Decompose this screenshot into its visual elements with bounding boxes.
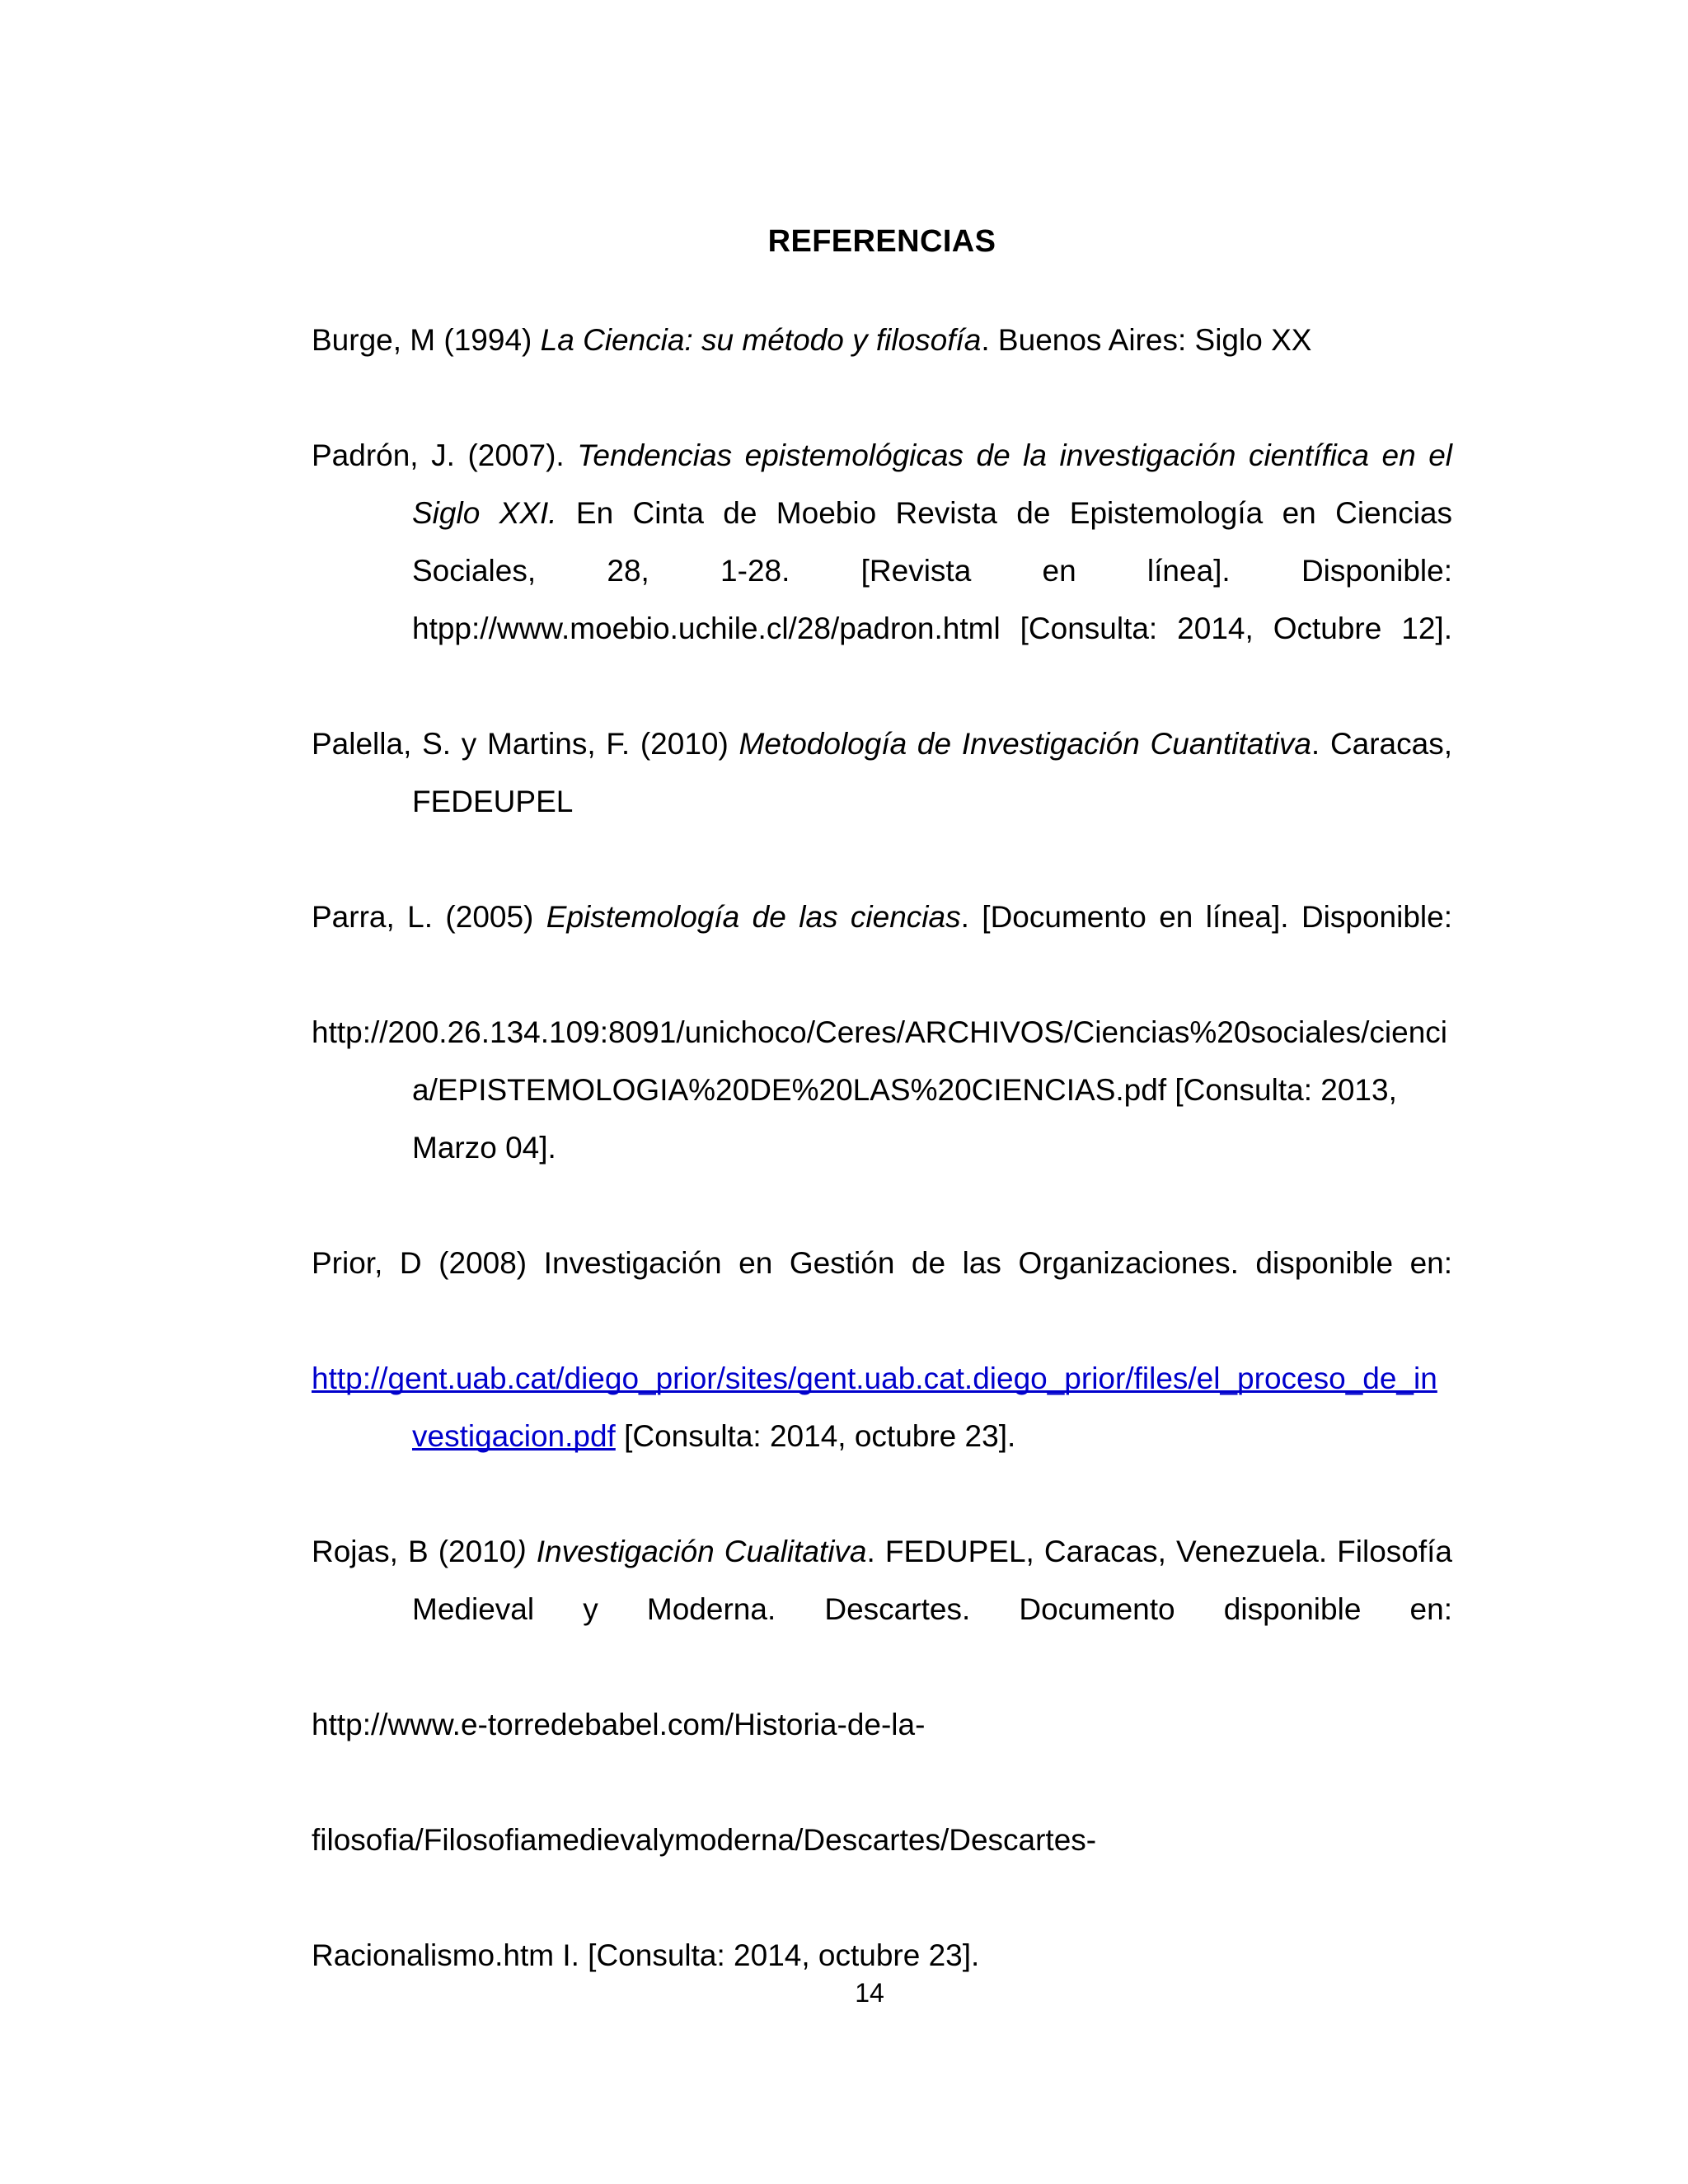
reference-entry-parra [312, 888, 1452, 1004]
reference-title-italic: Epistemología de las ciencias [546, 899, 961, 934]
reference-url-part: http://www.e-torredebabel.com/Historia-de-la- [312, 1707, 926, 1741]
reference-entry-rojas [312, 1523, 1452, 1696]
reference-author-year: Palella, S. y Martins, F. (2010) [312, 726, 739, 761]
reference-author-year: Parra, L. (2005) [312, 899, 546, 934]
reference-author-year: Padrón, J. (2007). [312, 438, 578, 472]
reference-title-italic: La Ciencia: su método y filosofía [540, 322, 982, 357]
references-list [312, 260, 1452, 2042]
reference-url-parra [312, 1004, 1452, 1235]
reference-rest: En Cinta de Moebio Revista de Epistemología en Ciencias Sociales, 28, 1-28. [Revista en línea]. Disponible: htpp://www.moebio.uchile.cl/28/padron.html [Consulta: 2014, Octubre 12]. [412, 495, 1452, 645]
reference-consulta: [Consulta: 2014, octubre 23]. [615, 1418, 1016, 1453]
reference-consulta: [Consulta: 2013, Marzo 04]. [412, 1072, 1397, 1165]
reference-url-rojas-line-1 [312, 1696, 1452, 1811]
reference-entry-burge [312, 312, 1452, 427]
reference-title-italic: Tendencias epistemológicas de la investigación científica en el Siglo XXI. [412, 438, 1452, 530]
document-content [312, 0, 1452, 2042]
page-number: 14 [855, 1978, 884, 2008]
reference-author-year: Rojas, B (2010 [312, 1534, 517, 1568]
reference-link-prior [312, 1350, 1452, 1523]
reference-entry-palella-martins [312, 715, 1452, 888]
reference-rest: . [Documento en línea]. Disponible: [960, 899, 1453, 934]
reference-entry-padron [312, 427, 1452, 715]
reference-rest: . Buenos Aires: Siglo XX [981, 322, 1312, 357]
reference-rest: . Caracas, FEDEUPEL [412, 726, 1452, 818]
reference-author-year: Prior, D (2008) Investigación en Gestión de las Organizaciones. disponible en: [312, 1245, 1452, 1280]
page-title: REFERENCIAS [767, 224, 996, 259]
reference-url: http://200.26.134.109:8091/unichoco/Ceres/ARCHIVOS/Ciencias%20sociales/ciencia/EPISTEMOLOGIA%20DE%20LAS%20CIENCIAS.pdf [312, 1015, 1448, 1107]
reference-title-italic: Metodología de Investigación Cuantitativa [738, 726, 1311, 761]
reference-url-rojas-line-2 [312, 1811, 1452, 1927]
reference-hyperlink[interactable]: http://gent.uab.cat/diego_prior/sites/gent.uab.cat.diego_prior/files/el_proceso_de_investigacion.pdf [312, 1361, 1437, 1453]
reference-rest: . FEDUPEL, Caracas, Venezuela. Filosofía Medieval y Moderna. Descartes. Documento disponible en: [412, 1534, 1452, 1626]
reference-url-part: Racionalismo.htm I. [Consulta: 2014, octubre 23]. [312, 1938, 980, 1972]
reference-author-year: Burge, M (1994) [312, 322, 541, 357]
reference-url-part: filosofia/Filosofiamedievalymoderna/Descartes/Descartes- [312, 1822, 1097, 1857]
reference-entry-prior [312, 1235, 1452, 1350]
reference-title-italic: ) Investigación Cualitativa [516, 1534, 867, 1568]
